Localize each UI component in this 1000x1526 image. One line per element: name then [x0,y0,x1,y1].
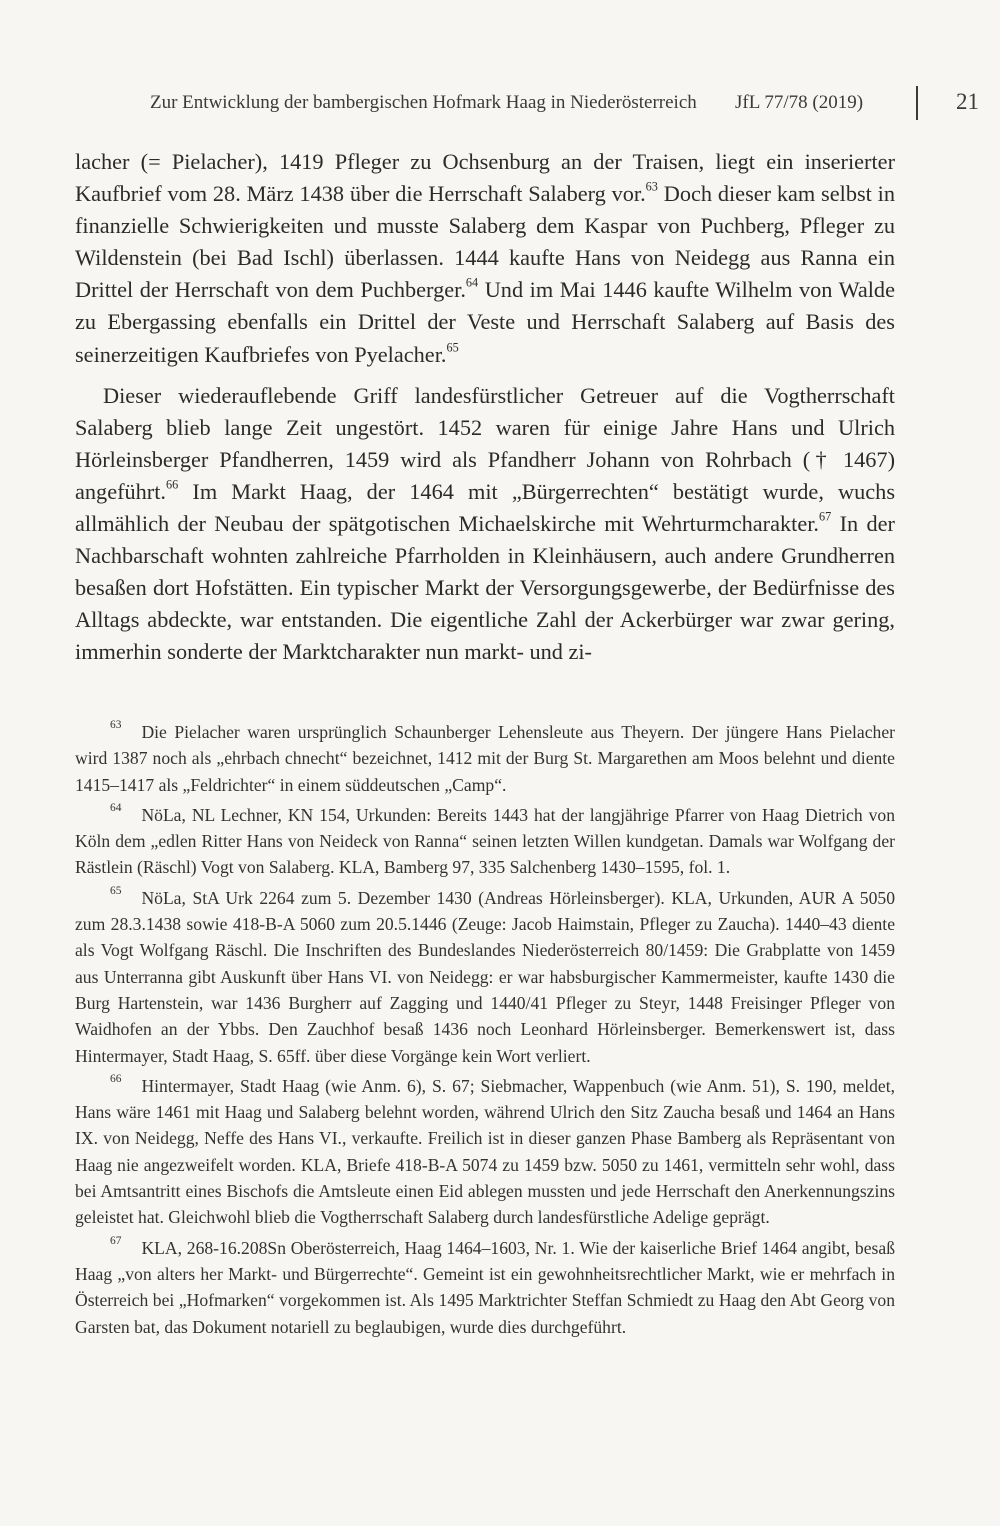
paragraph-1-part-2: Doch dieser kam selbst in finanzielle Schwierigkeiten und musste Salaberg dem Kaspar von Puchberg, Pfleger zu Wildenstein (bei Bad Ischl) überlassen. 1444 kaufte Hans von Neidegg aus Ranna ein Drittel der Herrschaft von dem Puchberger. [75,181,895,303]
main-text [75,146,895,669]
footnote-65: 65 NöLa, StA Urk 2264 zum 5. Dezember 1430 (Andreas Hörleinsberger). KLA, Urkunden, AUR A 5050 zum 28.3.1438 sowie 418-B-A 5060 zum 20.5.1446 (Zeuge: Jacob Haimstain, Pfleger zu Zaucha). 1440–43 diente als Vogt Wolfgang Räschl. Die Inschriften des Bundeslandes Niederösterreich 80/1459: Die Grabplatte von 1459 aus Unterranna gibt Auskunft über Hans VI. von Neidegg: er war habsburgischer Kammermeister, kaufte 1430 die Burg Hartenstein, war 1436 Burgherr auf Zagging und 1440/41 Pfleger zu Steyr, 1448 Freisinger Pfleger von Waidhofen an der Ybbs. Den Zauchhof besaß 1436 noch Leonhard Hörleinsberger. Bemerkenswert ist, dass Hintermayer, Stadt Haag, S. 65ff. über diese Vorgänge kein Wort verliert. [75,885,895,1066]
footnote-ref-63: 63 [645,179,658,194]
footnote-text: Hintermayer, Stadt Haag (wie Anm. 6), S. 67; Siebmacher, Wappenbuch (wie Anm. 51), S. 190, meldet, Hans wäre 1461 mit Haag und Salaberg belehnt worden, während Ulrich den Sitz Zaucha besaß und 1464 an Hans IX. von Neidegg, Neffe des Hans VI., verkaufte. Freilich ist in dieser ganzen Phase Bamberg als Repräsentant von Haag nie angezweifelt worden. KLA, Briefe 418-B-A 5074 zu 1459 bzw. 5050 zu 1461, vermitteln sehr wohl, dass bei Amtsantritt eines Bischofs die Amtsleute einen Eid ablegen mussten und jede Herrschaft den Anerkennungszins geleistet hat. Gleichwohl blieb die Vogtherrschaft Salaberg durch landesfürstliche Adelige geprägt. [75,1075,895,1228]
footnote-66: 66 Hintermayer, Stadt Haag (wie Anm. 6), S. 67; Siebmacher, Wappenbuch (wie Anm. 51), S. 190, meldet, Hans wäre 1461 mit Haag und Salaberg belehnt worden, während Ulrich den Sitz Zaucha besaß und 1464 an Hans IX. von Neidegg, Neffe des Hans VI., verkaufte. Freilich ist in dieser ganzen Phase Bamberg als Repräsentant von Haag nie angezweifelt worden. KLA, Briefe 418-B-A 5074 zu 1459 bzw. 5050 zu 1461, vermitteln sehr wohl, dass bei Amtsantritt eines Bischofs die Amtsleute einen Eid ablegen mussten und jede Herrschaft den Anerkennungszins geleistet hat. Gleichwohl blieb die Vogtherrschaft Salaberg durch landesfürstliche Adelige geprägt. [75,1073,895,1228]
running-header [150,89,990,122]
footnote-ref-67: 67 [819,509,832,524]
footnote-ref-66: 66 [166,477,179,492]
footnote-64: 64 NöLa, NL Lechner, KN 154, Urkunden: Bereits 1443 hat der langjährige Pfarrer von Haag Dietrich von Köln dem „edlen Ritter Hans von Neideck von Ranna“ seinen letzten Willen kundgetan. Damals war Wolfgang der Rästlein (Räschl) Vogt von Salaberg. KLA, Bamberg 97, 335 Salchenberg 1430–1595, fol. 1. [75,802,895,878]
footnote-ref-65: 65 [446,340,459,355]
paragraph-1-part-3: Und im Mai 1446 kaufte Wilhelm von Walde zu Ebergassing ebenfalls ein Drittel der Veste und Herrschaft Salaberg auf Basis des seinerzeitigen Kaufbriefes von Pyelacher. [75,277,895,367]
paragraph-1 [75,146,895,371]
footnote-text: NöLa, StA Urk 2264 zum 5. Dezember 1430 (Andreas Hörleinsberger). KLA, Urkunden, AUR A 5050 zum 28.3.1438 sowie 418-B-A 5060 zum 20.5.1446 (Zeuge: Jacob Haimstain, Pfleger zu Zaucha). 1440–43 diente als Vogt Wolfgang Räschl. Die Inschriften des Bundeslandes Niederösterreich 80/1459: Die Grabplatte von 1459 aus Unterranna gibt Auskunft über Hans VI. von Neidegg: er war habsburgischer Kammermeister, kaufte 1430 die Burg Hartenstein, war 1436 Burgherr auf Zagging und 1440/41 Pfleger zu Steyr, 1448 Freisinger Pfleger von Waidhofen an der Ybbs. Den Zauchhof besaß 1436 noch Leonhard Hörleinsberger. Bemerkenswert ist, dass Hintermayer, Stadt Haag, S. 65ff. über diese Vorgänge kein Wort verliert. [75,887,895,1066]
footnote-ref-64: 64 [465,275,479,290]
paragraph-1-part-1: lacher (= Pielacher), 1419 Pfleger zu Ochsenburg an der Traisen, liegt ein inserierter Kaufbrief vom 28. März 1438 über die Herrschaft Salaberg vor. [75,149,895,207]
footnote-text: NöLa, NL Lechner, KN 154, Urkunden: Bereits 1443 hat der langjährige Pfarrer von Haag Dietrich von Köln dem „edlen Ritter Hans von Neideck von Ranna“ seinen letzten Willen kundgetan. Damals war Wolfgang der Rästlein (Räschl) Vogt von Salaberg. KLA, Bamberg 97, 335 Salchenberg 1430–1595, fol. 1. [75,804,895,878]
page-number: 21 [956,89,979,114]
paragraph-2 [75,380,895,669]
footnote-63: 63 Die Pielacher waren ursprünglich Schaunberger Lehensleute aus Theyern. Der jüngere Hans Pielacher wird 1387 noch als „ehrbach chnecht“ bezeichnet, 1412 mit der Burg St. Margarethen am Moos belehnt und diente 1415–1417 als „Feldrichter“ in einem süddeutschen „Camp“. [75,719,895,795]
paragraph-2-part-2: Im Markt Haag, der 1464 mit „Bürgerrechten“ bestätigt wurde, wuchs allmählich der Neubau der spätgotischen Michaelskirche mit Wehrturmcharakter. [75,478,895,537]
header-divider [916,86,918,120]
footnote-text: KLA, 268-16.208Sn Oberösterreich, Haag 1464–1603, Nr. 1. Wie der kaiserliche Brief 1464 angibt, besaß Haag „von alters her Markt- und Bürgerrechte“. Gemeint ist ein gewohnheitsrechtlicher Markt, wie er mehrfach in Österreich bei „Hofmarken“ vorgekommen ist. Als 1495 Marktrichter Steffan Schmiedt zu Haag den Abt Georg von Garsten bat, das Dokument notariell zu beglaubigen, wurde dies durchgeführt. [75,1237,895,1337]
journal-citation: JfL 77/78 (2019) [735,92,864,113]
footnote-67: 67 KLA, 268-16.208Sn Oberösterreich, Haag 1464–1603, Nr. 1. Wie der kaiserliche Brief 1464 angibt, besaß Haag „von alters her Markt- und Bürgerrechte“. Gemeint ist ein gewohnheitsrechtlicher Markt, wie er mehrfach in Österreich bei „Hofmarken“ vorgekommen ist. Als 1495 Marktrichter Steffan Schmiedt zu Haag den Abt Georg von Garsten bat, das Dokument notariell zu beglaubigen, wurde dies durchgeführt. [75,1234,895,1337]
footnotes [75,719,895,1340]
paragraph-2-part-3: In der Nachbarschaft wohnten zahlreiche Pfarrholden in Kleinhäusern, auch andere Grundherren besaßen dort Hofstätten. Ein typischer Markt der Versorgungsgewerbe, der Bedürfnisse des Alltags abdeckte, war entstanden. Die eigentliche Zahl der Ackerbürger war zwar gering, immerhin sonderte der Marktcharakter nun markt- und zi- [75,511,895,665]
footnote-text: Die Pielacher waren ursprünglich Schaunberger Lehensleute aus Theyern. Der jüngere Hans Pielacher wird 1387 noch als „ehrbach chnecht“ bezeichnet, 1412 mit der Burg St. Margarethen am Moos belehnt und diente 1415–1417 als „Feldrichter“ in einem süddeutschen „Camp“. [75,722,895,795]
running-title: Zur Entwicklung der bambergischen Hofmark Haag in Niederösterreich [150,92,697,113]
paragraph-2-part-1: Dieser wiederauflebende Griff landesfürstlicher Getreuer auf die Vogtherrschaft Salaberg blieb lange Zeit ungestört. 1452 waren für einige Jahre Hans und Ulrich Hörleinsberger Pfandherren, 1459 wird als Pfandherr Johann von Rohrbach († 1467) angeführt. [75,382,895,504]
